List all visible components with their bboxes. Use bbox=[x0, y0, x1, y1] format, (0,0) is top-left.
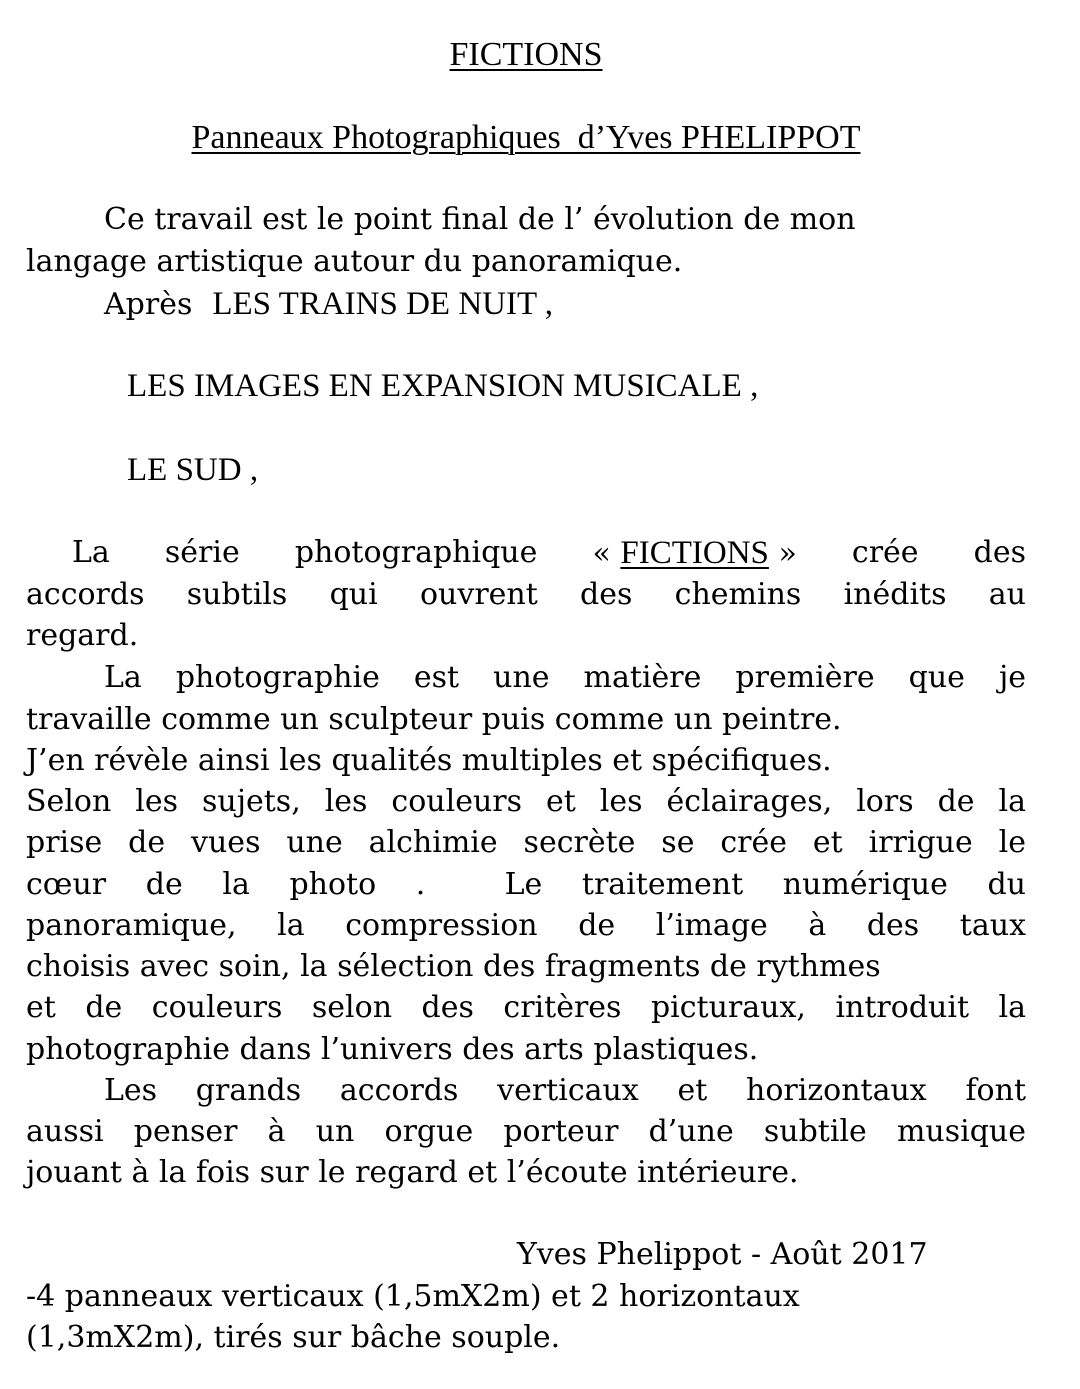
paragraph-3-line-6: cœur de la photo . Le traitement numérique du bbox=[26, 867, 1026, 902]
after-lead-text: Après bbox=[104, 287, 193, 322]
paragraph-4-line-3: jouant à la fois sur le regard et l’écoute intérieure. bbox=[26, 1155, 799, 1190]
paragraph-2-line-1 bbox=[72, 532, 1026, 574]
paragraph-1-line-2: langage artistique autour du panoramique. bbox=[26, 244, 683, 279]
word: série bbox=[164, 535, 240, 570]
word: photographique bbox=[294, 535, 538, 570]
paragraph-3-line-4: Selon les sujets, les couleurs et les éclairages, lors de la bbox=[26, 784, 1026, 819]
paragraph-3-line-8: choisis avec soin, la sélection des fragments de rythmes bbox=[26, 949, 881, 984]
paragraph-3-line-10: photographie dans l’univers des arts plastiques. bbox=[26, 1032, 759, 1067]
paragraph-3-line-3: J’en révèle ainsi les qualités multiples et spécifiques. bbox=[26, 743, 832, 778]
paragraph-4-line-1: Les grands accords verticaux et horizontaux font bbox=[104, 1073, 1026, 1108]
word: des bbox=[973, 535, 1026, 570]
paragraph-3-line-5: prise de vues une alchimie secrète se crée et irrigue le bbox=[26, 825, 1026, 860]
paragraph-3-line-7: panoramique, la compression de l’image à des taux bbox=[26, 908, 1026, 943]
paragraph-3-line-9: et de couleurs selon des critères picturaux, introduit la bbox=[26, 990, 1026, 1025]
series-title-trains: LES TRAINS DE NUIT , bbox=[212, 286, 554, 322]
paragraph-2-line-2: accords subtils qui ouvrent des chemins inédits au bbox=[26, 577, 1026, 612]
word: La bbox=[72, 535, 110, 570]
paragraph-1-line-1: Ce travail est le point final de l’ évolution de mon bbox=[104, 202, 856, 237]
paragraph-4-line-2: aussi penser à un orgue porteur d’une subtile musique bbox=[26, 1114, 1026, 1149]
paragraph-2-line-3: regard. bbox=[26, 618, 139, 653]
word: crée bbox=[851, 535, 919, 570]
panels-note-line-1: -4 panneaux verticaux (1,5mX2m) et 2 horizontaux bbox=[26, 1279, 800, 1314]
fictions-quote: « FICTIONS » bbox=[592, 535, 797, 571]
panels-note-line-2: (1,3mX2m), tirés sur bâche souple. bbox=[26, 1320, 561, 1355]
document-title: FICTIONS bbox=[449, 36, 603, 73]
fictions-inline-title: FICTIONS bbox=[620, 535, 769, 571]
paragraph-3-line-1: La photographie est une matière première que je bbox=[104, 660, 1026, 695]
signature: Yves Phelippot - Août 2017 bbox=[517, 1237, 928, 1272]
document-subtitle: Panneaux Photographiques d’Yves PHELIPPOT bbox=[191, 119, 861, 156]
paragraph-3-line-2: travaille comme un sculpteur puis comme un peintre. bbox=[26, 702, 842, 737]
series-line-3: LE SUD , bbox=[127, 452, 259, 488]
series-line-1 bbox=[104, 283, 553, 325]
series-line-2: LES IMAGES EN EXPANSION MUSICALE , bbox=[127, 368, 759, 404]
